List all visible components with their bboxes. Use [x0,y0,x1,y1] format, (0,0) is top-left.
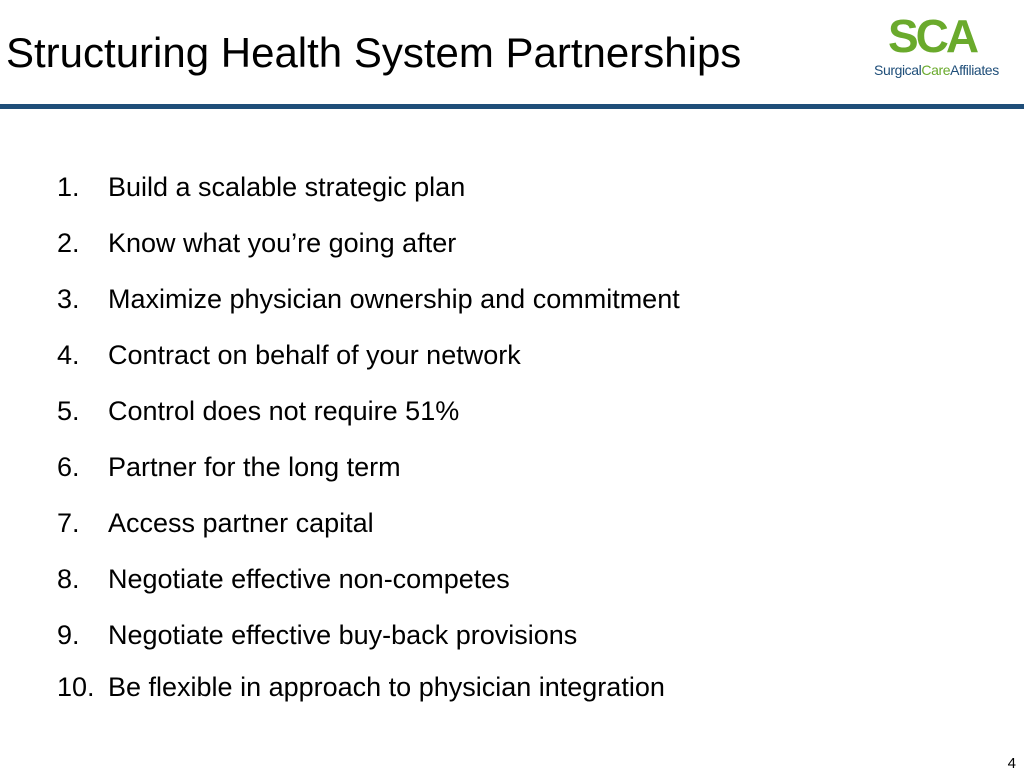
sca-logo-mark-text: SCA [888,14,977,58]
list-item [57,334,957,390]
slide-title: Structuring Health System Partnerships [6,29,742,76]
list-item-text: Be flexible in approach to physician integration [108,672,665,702]
list-item-number: 10. [57,672,95,702]
list-item-number: 5. [57,396,80,426]
list-item-number: 7. [57,508,80,538]
list-item [57,666,957,716]
list-item-text: Maximize physician ownership and commitment [108,284,680,314]
list-item-text: Know what you’re going after [108,228,457,258]
list-item-text: Access partner capital [108,508,374,538]
list-item-number: 4. [57,340,80,370]
numbered-list [57,166,957,716]
list-item [57,446,957,502]
list-item [57,502,957,558]
list-item-text: Partner for the long term [108,452,401,482]
sca-logo-subtitle [874,62,999,78]
list-item [57,222,957,278]
page-number: 4 [1007,755,1016,772]
list-item-number: 2. [57,228,80,258]
sca-logo [872,14,1020,82]
list-item [57,278,957,334]
list-item-number: 8. [57,564,80,594]
list-item-text: Contract on behalf of your network [108,340,521,370]
logo-word-surgical: Surgical [874,62,922,78]
list-item-text: Negotiate effective buy-back provisions [108,620,578,650]
list-item [57,558,957,614]
list-item [57,390,957,446]
logo-word-affiliates: Affiliates [950,62,999,78]
logo-word-care: Care [921,62,951,78]
list-item-text: Control does not require 51% [108,396,460,426]
list-item-number: 3. [57,284,80,314]
list-item [57,614,957,670]
list-item-number: 9. [57,620,80,650]
sca-logo-mark [888,14,1004,58]
list-item-number: 6. [57,452,80,482]
list-item-number: 1. [57,172,80,202]
list-item [57,166,957,222]
list-item-text: Build a scalable strategic plan [108,172,466,202]
title-divider [0,104,1024,109]
list-item-text: Negotiate effective non-competes [108,564,510,594]
